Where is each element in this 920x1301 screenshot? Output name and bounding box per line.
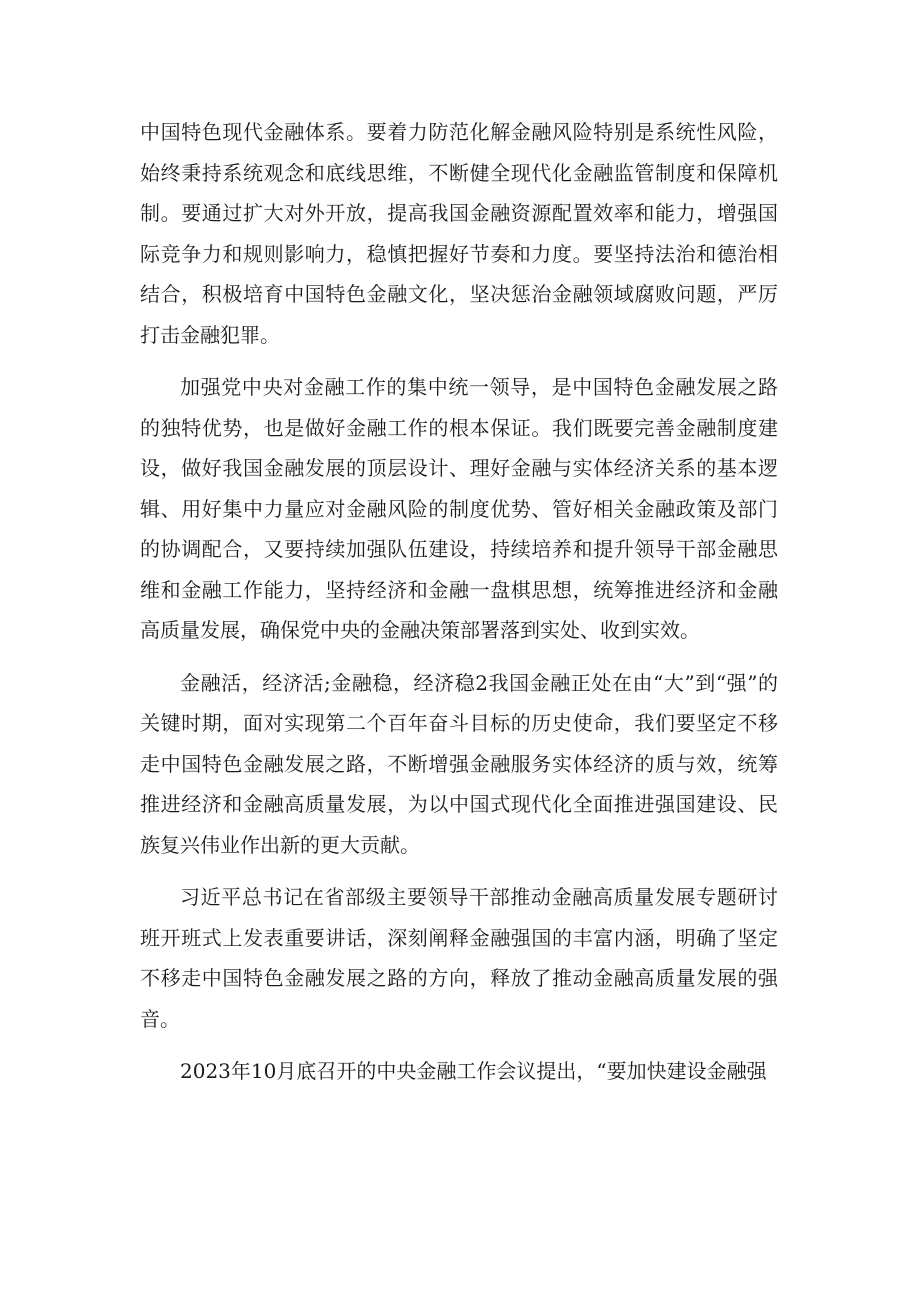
paragraph-continuation: 中国特色现代金融体系。要着力防范化解金融风险特别是系统性风险，始终秉持系统观念和底线思维，不断健全现代化金融监管制度和保障机制。要通过扩大对外开放，提高我国金融资源配置效率和能力，增强国际竞争力和规则影响力，稳慎把握好节奏和力度。要坚持法治和德治相结合，积极培育中国特色金融文化，坚决惩治金融领域腐败问题，严厉打击金融犯罪。 [140, 120, 778, 347]
paragraph-speech: 习近平总书记在省部级主要领导干部推动金融高质量发展专题研讨班开班式上发表重要讲话，深刻阐释金融强国的丰富内涵，明确了坚定不移走中国特色金融发展之路的方向，释放了推动金融高质量发展的强音。 [140, 885, 778, 1031]
document-body [140, 112, 778, 1104]
paragraph-finance-economy: 金融活，经济活;金融稳，经济稳2我国金融正处在由“大”到“强”的关键时期，面对实现第二个百年奋斗目标的历史使命，我们要坚定不移走中国特色金融发展之路，不断增强金融服务实体经济的质与效，统筹推进经济和金融高质量发展，为以中国式现代化全面推进强国建设、民族复兴伟业作出新的更大贡献。 [140, 670, 778, 857]
paragraph-party-leadership: 加强党中央对金融工作的集中统一领导，是中国特色金融发展之路的独特优势，也是做好金融工作的根本保证。我们既要完善金融制度建设，做好我国金融发展的顶层设计、理好金融与实体经济关系的基本逻辑、用好集中力量应对金融风险的制度优势、管好相关金融政策及部门的协调配合，又要持续加强队伍建设，持续培养和提升领导干部金融思维和金融工作能力，坚持经济和金融一盘棋思想，统筹推进经济和金融高质量发展，确保党中央的金融决策部署落到实处、收到实效。 [140, 375, 778, 642]
paragraph-conference: 2023年10月底召开的中央金融工作会议提出，“要加快建设金融强 [180, 1059, 767, 1083]
